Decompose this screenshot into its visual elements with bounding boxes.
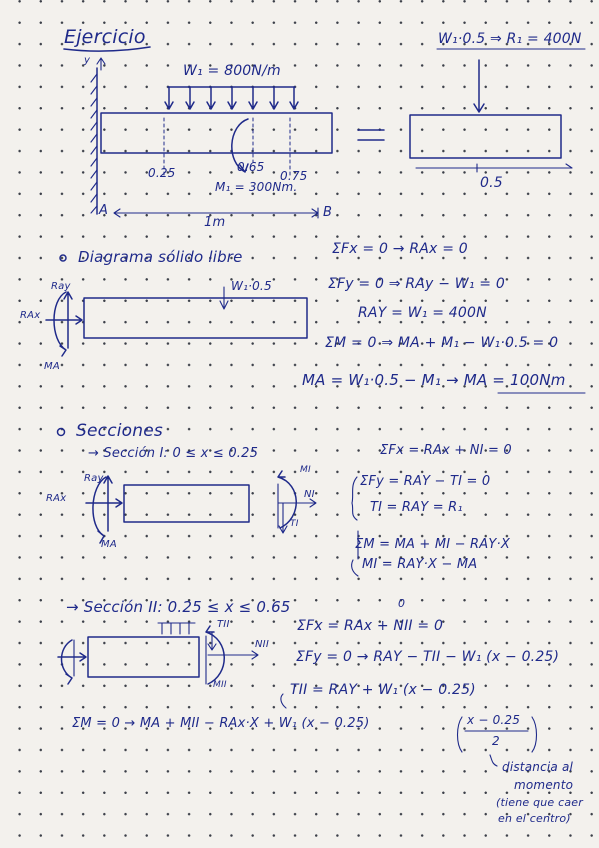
y-axis-arrow-icon: [97, 58, 105, 70]
s2-tii-label: TII: [217, 619, 230, 630]
wall-support-icon: [91, 68, 97, 214]
position-065: 0.65: [237, 160, 265, 174]
s2-zero-mark: 0: [398, 597, 406, 610]
s1-ni-label: NI: [304, 489, 315, 500]
header-equation: W₁·0.5 ⇒ R₁ = 400N: [438, 31, 582, 47]
distributed-load-label: W₁ = 800N/m: [183, 63, 281, 79]
equiv-dimension: [416, 164, 572, 168]
s1-eq-mi: MI = RAY·X − MA: [362, 557, 478, 572]
page-title: Ejercicio: [64, 26, 146, 48]
s1-eq-t: TI = RAY = R₁: [370, 500, 463, 515]
s1-ti-label: TI: [290, 519, 299, 529]
s2-tii-arrow-icon: [208, 632, 216, 650]
point-b: B: [323, 205, 333, 220]
s2-mii-label: MII: [213, 680, 227, 690]
s1-ni-arrow-icon: [278, 499, 316, 507]
note-line-1: distancia al: [502, 760, 574, 774]
s2-nii-arrow-icon: [208, 651, 258, 659]
sections-heading: Secciones: [76, 421, 163, 441]
support-y-label: y: [84, 55, 91, 66]
fbd-eq-ray: RAY = W₁ = 400N: [358, 305, 487, 321]
fbd-heading: Diagrama sólido libre: [78, 248, 243, 266]
section2-beam: [88, 637, 199, 677]
s1-eq-summ: ΣM = MA + MI − RAY·X: [355, 537, 510, 552]
s2-eq-summ: ΣM = 0 → MA + MII − RAx·X + W₁ (x − 0.25): [72, 716, 370, 731]
fbd-eq-ma: MA = W₁·0.5 − M₁ → MA = 100Nm: [302, 371, 566, 389]
section1-beam: [124, 485, 249, 522]
s2-nii-label: NII: [255, 639, 269, 650]
s1-rax-arrow-icon: [86, 499, 122, 507]
note-line-3: (tiene que caer: [496, 796, 583, 809]
fbd-load-label: W₁·0.5: [231, 279, 272, 293]
resultant-arrow-icon: [474, 60, 484, 112]
s1-eq-sumfx: ΣFx = RAx + NI = 0: [380, 443, 512, 458]
fraction-numerator: x − 0.25: [467, 713, 521, 727]
note-line-2: momento: [514, 778, 574, 792]
fraction-denominator: 2: [492, 734, 500, 748]
section1-label: → Sección I: 0 ≤ x ≤ 0.25: [88, 446, 259, 461]
equivalent-beam: [410, 115, 561, 158]
fbd-beam: [84, 298, 307, 338]
fbd-ma-label: MA: [44, 361, 60, 372]
s2-eq-t: TII = RAY + W₁ (x − 0.25): [290, 682, 476, 698]
s1-ma-icon: [93, 477, 106, 543]
fbd-rax-label: RAx: [20, 310, 41, 321]
s1-rax-label: RAx: [46, 493, 67, 504]
distributed-load-arrows: [165, 87, 298, 109]
fbd-eq-sumfx: ΣFx = 0 → RAx = 0: [332, 241, 468, 257]
fbd-ray-label: Ray: [51, 281, 71, 292]
beam-length: 1m: [204, 215, 226, 230]
equivalent-position: 0.5: [480, 175, 503, 191]
point-a: A: [99, 203, 109, 218]
position-025: 0.25: [148, 166, 176, 180]
s2-ma-icon: [62, 640, 73, 684]
position-075: 0.75: [280, 169, 308, 183]
bullet-icon-2: [58, 429, 65, 436]
s2-eq-sumfx: ΣFx = RAx + NII = 0: [297, 618, 444, 634]
s1-mi-label: MI: [300, 465, 311, 475]
beam-rectangle: [101, 113, 332, 153]
s1-ray-label: Ray: [84, 473, 104, 484]
fbd-eq-summ: ΣM = 0 ⇒ MA + M₁ − W₁·0.5 = 0: [325, 335, 559, 351]
bullet-icon: [60, 255, 66, 261]
fbd-rax-arrow-icon: [46, 316, 82, 324]
s2-eq-sumfy: ΣFy = 0 → RAY − TII − W₁ (x − 0.25): [296, 649, 560, 665]
s1-eq-sumfy: ΣFy = RAY − TI = 0: [360, 474, 491, 489]
s1-ti-arrow-icon: [279, 503, 287, 533]
note-line-4: en el centro): [498, 812, 571, 825]
s1-ma-label: MA: [101, 539, 117, 550]
fbd-eq-sumfy: ΣFy = 0 ⇒ RAy − W₁ = 0: [328, 276, 505, 292]
section2-label: → Sección II: 0.25 ≤ x ≤ 0.65: [66, 598, 291, 616]
moment-m1-label: M₁ = 300Nm.: [215, 180, 298, 194]
equals-sign-icon: [358, 130, 384, 140]
s2-load-arrows: [162, 623, 189, 634]
fbd-moment-icon: [54, 292, 66, 356]
